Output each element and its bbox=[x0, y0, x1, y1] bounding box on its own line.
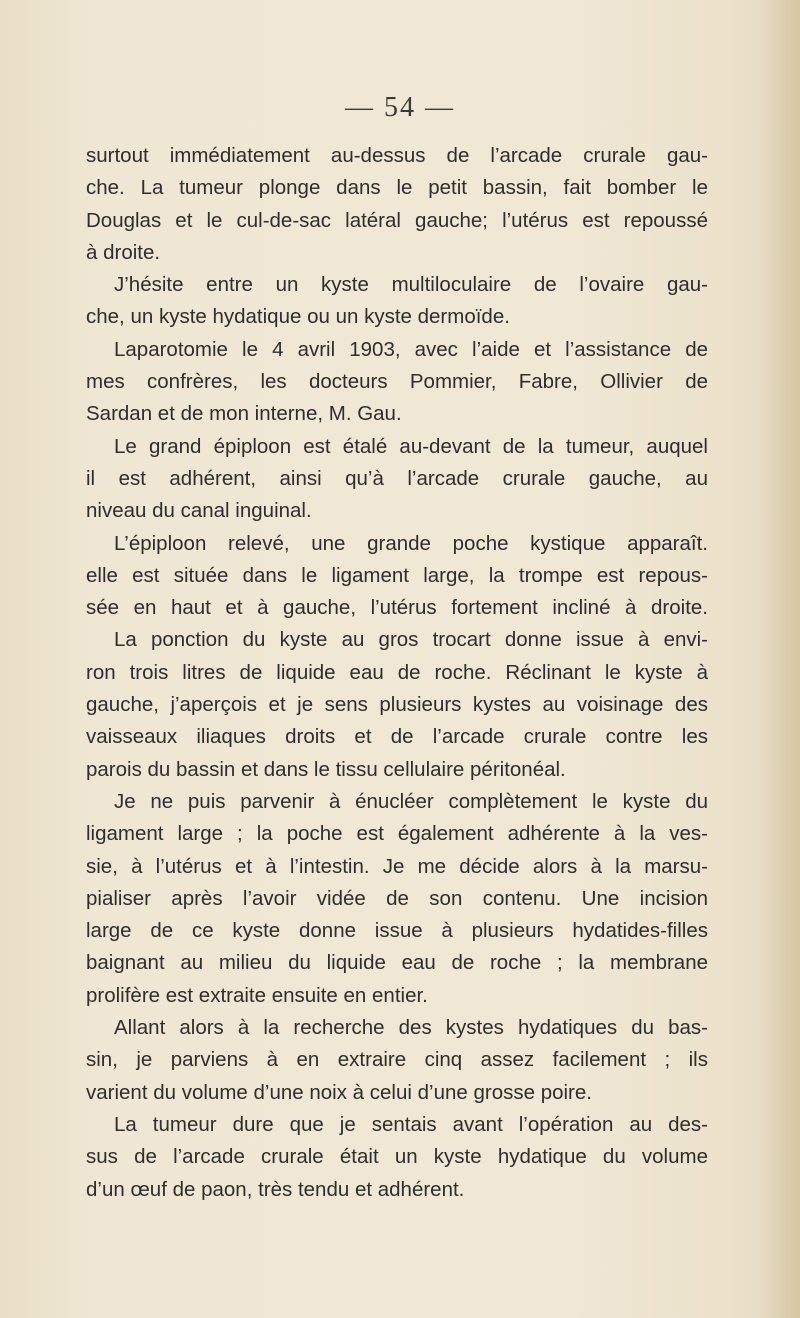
text-line: niveau du canal inguinal. bbox=[86, 499, 312, 523]
text-line: varient du volume d’une noix à celui d’une grosse poire. bbox=[86, 1080, 592, 1104]
text-line: J’hésite entre un kyste multiloculaire de l’ovaire gau- bbox=[114, 273, 708, 297]
text-line: La tumeur dure que je sentais avant l’opération au des- bbox=[114, 1112, 708, 1136]
text-line: sie, à l’utérus et à l’intestin. Je me décide alors à la marsu- bbox=[86, 854, 708, 878]
text-line: baignant au milieu du liquide eau de roche ; la membrane bbox=[86, 951, 708, 975]
page-edge-shadow bbox=[760, 0, 800, 1318]
page-number: — 54 — bbox=[345, 92, 455, 123]
text-line: parois du bassin et dans le tissu cellulaire péritonéal. bbox=[86, 757, 566, 781]
text-line: pialiser après l’avoir vidée de son contenu. Une incision bbox=[86, 886, 708, 910]
text-line: sin, je parviens à en extraire cinq assez facilement ; ils bbox=[86, 1048, 708, 1072]
text-line: L’épiploon relevé, une grande poche kystique apparaît. bbox=[114, 531, 708, 555]
text-line: d’un œuf de paon, très tendu et adhérent. bbox=[86, 1177, 465, 1201]
text-line: mes confrères, les docteurs Pommier, Fabre, Ollivier de bbox=[86, 370, 708, 394]
text-line: ron trois litres de liquide eau de roche. Réclinant le kyste à bbox=[86, 660, 708, 684]
text-line: sée en haut et à gauche, l’utérus fortement incliné à droite. bbox=[86, 596, 708, 620]
text-line: à droite. bbox=[86, 240, 161, 264]
text-line: il est adhérent, ainsi qu’à l’arcade crurale gauche, au bbox=[86, 466, 708, 490]
text-line: prolifère est extraite ensuite en entier. bbox=[86, 983, 428, 1007]
text-line: ligament large ; la poche est également adhérente à la ves- bbox=[86, 822, 708, 846]
text-line: Allant alors à la recherche des kystes hydatiques du bas- bbox=[114, 1016, 708, 1040]
text-line: vaisseaux iliaques droits et de l’arcade crurale contre les bbox=[86, 725, 708, 749]
body-text bbox=[86, 140, 708, 1206]
text-line: che. La tumeur plonge dans le petit bassin, fait bomber le bbox=[86, 176, 708, 200]
text-line: che, un kyste hydatique ou un kyste dermoïde. bbox=[86, 305, 510, 329]
text-line: sus de l’arcade crurale était un kyste hydatique du volume bbox=[86, 1145, 708, 1169]
text-line: surtout immédiatement au-dessus de l’arcade crurale gau- bbox=[86, 144, 708, 167]
text-line: Sardan et de mon interne, M. Gau. bbox=[86, 402, 402, 426]
text-line: Je ne puis parvenir à énucléer complètement le kyste du bbox=[114, 789, 708, 813]
text-line: elle est située dans le ligament large, la trompe est repous- bbox=[86, 563, 708, 587]
text-line: Laparotomie le 4 avril 1903, avec l’aide et l’assistance de bbox=[114, 337, 708, 361]
text-line: large de ce kyste donne issue à plusieurs hydatides-filles bbox=[86, 919, 708, 943]
text-line: gauche, j’aperçois et je sens plusieurs kystes au voisinage des bbox=[86, 693, 708, 717]
text-line: Douglas et le cul-de-sac latéral gauche; l’utérus est repoussé bbox=[86, 208, 708, 232]
text-line: La ponction du kyste au gros trocart donne issue à envi- bbox=[114, 628, 708, 652]
text-line: Le grand épiploon est étalé au-devant de la tumeur, auquel bbox=[114, 434, 708, 458]
